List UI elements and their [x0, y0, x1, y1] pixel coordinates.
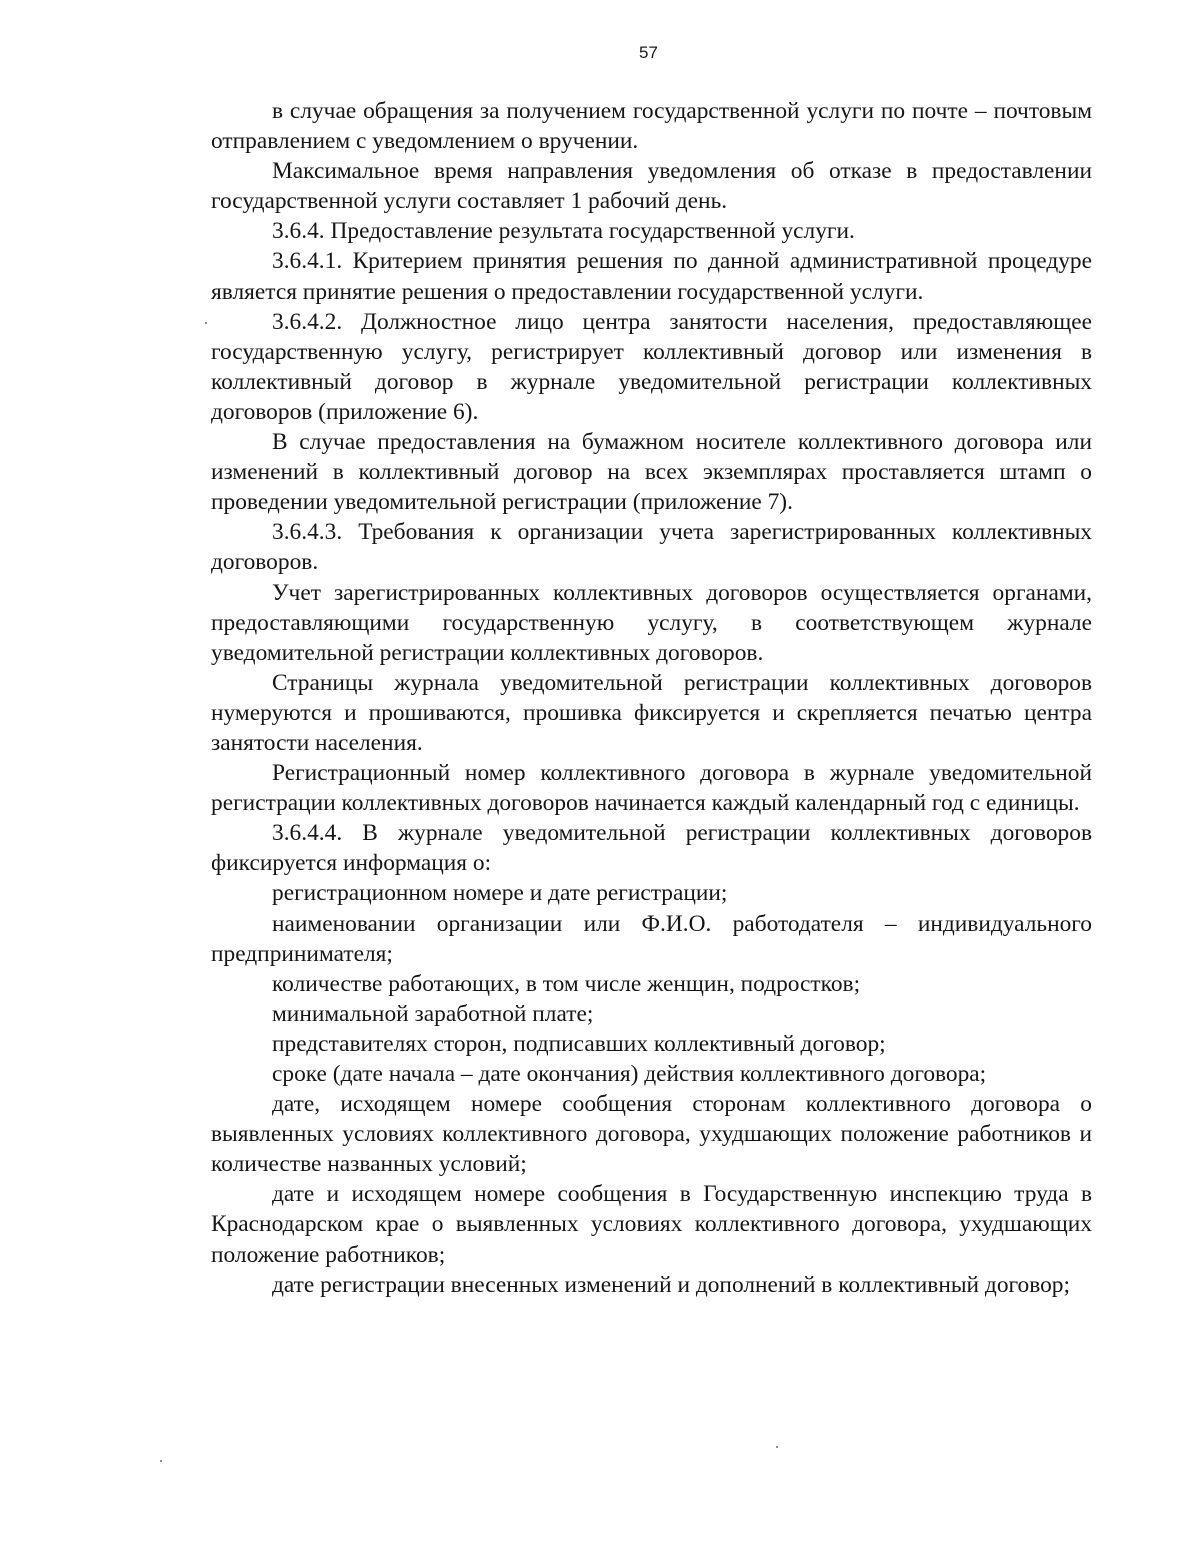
- document-body: [211, 96, 1092, 1300]
- list-item-minimum-wage: минимальной заработной плате;: [272, 1000, 594, 1027]
- paragraph-journal-pages: Страницы журнала уведомительной регистрации коллективных договоров нумеруются и прошиваются, прошивка фиксируется и скрепляется печатью центра занятости населения.: [211, 669, 1092, 756]
- paragraph-3-6-4-4: 3.6.4.4. В журнале уведомительной регистрации коллективных договоров фиксируется информация о:: [211, 820, 1092, 877]
- scan-speck: [160, 1460, 162, 1462]
- paragraph-accounting-journal: Учет зарегистрированных коллективных договоров осуществляется органами, предоставляющими государственную услугу, в соответствующем журнале уведомительной регистрации коллективных договоров.: [211, 579, 1092, 666]
- list-item-message-to-labor-inspection: дате и исходящем номере сообщения в Государственную инспекцию труда в Краснодарском крае о выявленных условиях коллективного договора, ухудшающих положение работников;: [211, 1181, 1092, 1268]
- page-number: 57: [639, 43, 658, 62]
- list-item-employer-name: наименовании организации или Ф.И.О. работодателя – индивидуального предпринимателя;: [211, 910, 1092, 967]
- paragraph-3-6-4-3: 3.6.4.3. Требования к организации учета зарегистрированных коллективных договоров.: [211, 519, 1092, 576]
- paragraph-max-refusal-time: Максимальное время направления уведомления об отказе в предоставлении государственной услуги составляет 1 рабочий день.: [211, 158, 1092, 215]
- paragraph-3-6-4-1: 3.6.4.1. Критерием принятия решения по данной административной процедуре является принятие решения о предоставлении государственной услуги.: [211, 248, 1092, 305]
- list-item-message-to-parties: дате, исходящем номере сообщения сторонам коллективного договора о выявленных условиях коллективного договора, ухудшающих положение работников и количестве названных условий;: [211, 1091, 1092, 1178]
- paragraph-registration-number: Регистрационный номер коллективного договора в журнале уведомительной регистрации коллективных договоров начинается каждый календарный год с единицы.: [211, 760, 1092, 817]
- list-item-agreement-term: сроке (дате начала – дате окончания) действия коллективного договора;: [272, 1061, 987, 1087]
- paragraph-stamp-on-paper: В случае предоставления на бумажном носителе коллективного договора или изменений в коллективный договор на всех экземплярах проставляется штамп о проведении уведомительной регистрации (приложение 7).: [211, 429, 1092, 516]
- scan-speck: [205, 322, 207, 324]
- paragraph-3-6-4: 3.6.4. Предоставление результата государственной услуги.: [272, 218, 855, 245]
- list-item-amendment-date: дате регистрации внесенных изменений и дополнений в коллективный договор;: [272, 1271, 1070, 1298]
- paragraph-3-6-4-2: 3.6.4.2. Должностное лицо центра занятости населения, предоставляющее государственную услугу, регистрирует коллективный договор или изменения в коллективный договор в журнале уведомительной регистрации коллективных договоров (приложение 6).: [211, 308, 1092, 425]
- list-item-party-representatives: представителях сторон, подписавших коллективный договор;: [272, 1030, 886, 1057]
- scan-speck: [776, 1446, 778, 1448]
- list-item-registration-number: регистрационном номере и дате регистрации;: [272, 880, 728, 907]
- paragraph-delivery-by-mail: в случае обращения за получением государственной услуги по почте – почтовым отправлением с уведомлением о вручении.: [211, 98, 1092, 155]
- list-item-employee-count: количестве работающих, в том числе женщин, подростков;: [272, 970, 861, 997]
